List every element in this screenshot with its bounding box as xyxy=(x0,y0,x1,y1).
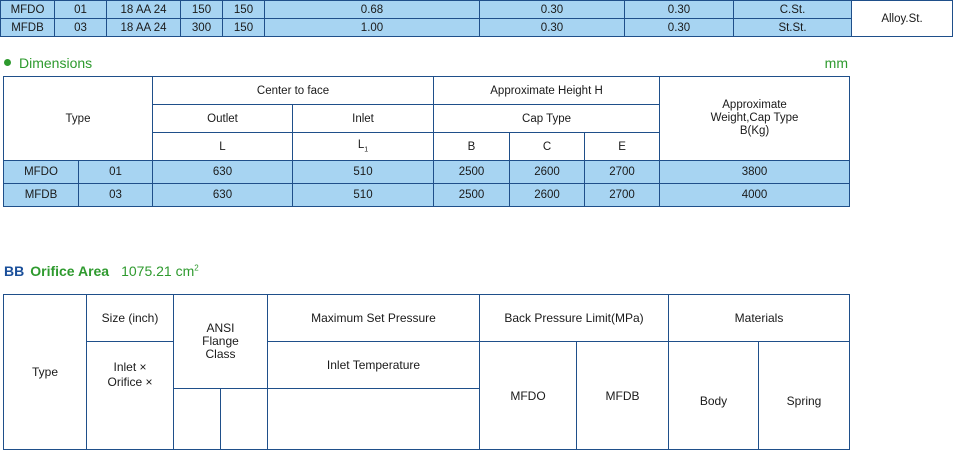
dimensions-table xyxy=(3,76,850,207)
flange-outlet-cell: 150 xyxy=(223,1,265,19)
type-header: Type xyxy=(4,77,153,161)
materials-header: Materials xyxy=(669,295,850,342)
header-row xyxy=(4,77,850,105)
flange-inlet-cell: 300 xyxy=(181,19,223,37)
cap-c-header: C xyxy=(510,133,585,161)
inlet-orifice-header xyxy=(87,342,174,450)
dimensions-section-header xyxy=(4,55,848,73)
flange-inlet-cell: 150 xyxy=(181,1,223,19)
cap-b-cell: 2500 xyxy=(434,184,510,207)
inlet-orifice-label: Inlet × Orifice × xyxy=(107,360,153,389)
cap-c-cell: 2600 xyxy=(510,184,585,207)
orifice-title: Orifice Area xyxy=(30,263,110,279)
body-material-cell: St.St. xyxy=(734,19,852,37)
size-cell: 18 AA 24 xyxy=(107,1,181,19)
body-material-cell: C.St. xyxy=(734,1,852,19)
flange-inlet-subheader xyxy=(174,389,221,450)
back-pressure-mfdb-cell: 0.30 xyxy=(625,1,734,19)
l-cell: 630 xyxy=(153,161,293,184)
back-pressure-mfdo-cell: 0.30 xyxy=(480,1,625,19)
body-header: Body xyxy=(669,342,759,450)
spring-material-cell: Alloy.St. xyxy=(852,1,953,37)
table-row xyxy=(1,1,953,19)
dimensions-unit: mm xyxy=(824,55,848,71)
back-pressure-mfdb-cell: 0.30 xyxy=(625,19,734,37)
l1-header xyxy=(293,133,434,161)
header-row xyxy=(4,295,850,342)
center-to-face-header: Center to face xyxy=(153,77,434,105)
back-pressure-mfdo-cell: 0.30 xyxy=(480,19,625,37)
back-pressure-header: Back Pressure Limit(MPa) xyxy=(480,295,669,342)
pressure-cell: 1.00 xyxy=(265,19,480,37)
flange-outlet-subheader xyxy=(221,389,268,450)
table-row xyxy=(4,161,850,184)
type-header: Type xyxy=(4,295,87,450)
l1-cell: 510 xyxy=(293,184,434,207)
weight-cell: 3800 xyxy=(660,161,850,184)
cap-b-cell: 2500 xyxy=(434,161,510,184)
cap-e-cell: 2700 xyxy=(585,161,660,184)
temperature-subheader xyxy=(268,389,480,450)
cap-c-cell: 2600 xyxy=(510,161,585,184)
ansi-flange-class-header xyxy=(174,295,268,389)
max-set-pressure-header: Maximum Set Pressure xyxy=(268,295,480,342)
size-inch-header: Size (inch) xyxy=(87,295,174,342)
bullet-icon xyxy=(4,59,11,66)
l1-label: L xyxy=(357,139,365,152)
l1-cell: 510 xyxy=(293,161,434,184)
approx-height-header: Approximate Height H xyxy=(434,77,660,105)
orifice-spec-table xyxy=(3,294,850,450)
inlet-header: Inlet xyxy=(293,105,434,133)
l-cell: 630 xyxy=(153,184,293,207)
approx-weight-header xyxy=(660,77,850,161)
code-cell: 01 xyxy=(79,161,153,184)
table-row xyxy=(4,184,850,207)
cap-e-cell: 2700 xyxy=(585,184,660,207)
orifice-area-value xyxy=(121,263,199,279)
cap-e-header: E xyxy=(585,133,660,161)
type-cell: MFDB xyxy=(1,19,55,37)
table-row xyxy=(1,19,953,37)
valve-spec-table-continued xyxy=(0,0,953,37)
code-cell: 03 xyxy=(79,184,153,207)
type-cell: MFDO xyxy=(4,161,79,184)
type-cell: MFDB xyxy=(4,184,79,207)
orifice-area-number: 1075.21 cm xyxy=(121,263,195,279)
ansi-flange-class-label: ANSI Flange Class xyxy=(202,321,239,361)
outlet-header: Outlet xyxy=(153,105,293,133)
type-cell: MFDO xyxy=(1,1,55,19)
cap-b-header: B xyxy=(434,133,510,161)
code-cell: 03 xyxy=(55,19,107,37)
mfdb-header: MFDB xyxy=(577,342,669,450)
orifice-prefix: BB xyxy=(4,263,25,279)
inlet-temperature-header: Inlet Temperature xyxy=(268,342,480,389)
header-row xyxy=(4,342,850,389)
size-cell: 18 AA 24 xyxy=(107,19,181,37)
l-header: L xyxy=(153,133,293,161)
weight-cell: 4000 xyxy=(660,184,850,207)
dimensions-title: Dimensions xyxy=(19,55,93,71)
approx-weight-label: Approximate Weight,Cap Type B(Kg) xyxy=(710,99,799,137)
spring-header: Spring xyxy=(759,342,850,450)
mfdo-header: MFDO xyxy=(480,342,577,450)
code-cell: 01 xyxy=(55,1,107,19)
flange-outlet-cell: 150 xyxy=(223,19,265,37)
orifice-area-section-header xyxy=(4,263,199,283)
pressure-cell: 0.68 xyxy=(265,1,480,19)
orifice-area-unit-exp: 2 xyxy=(194,263,199,273)
l1-subscript: 1 xyxy=(364,146,369,154)
cap-type-header: Cap Type xyxy=(434,105,660,133)
